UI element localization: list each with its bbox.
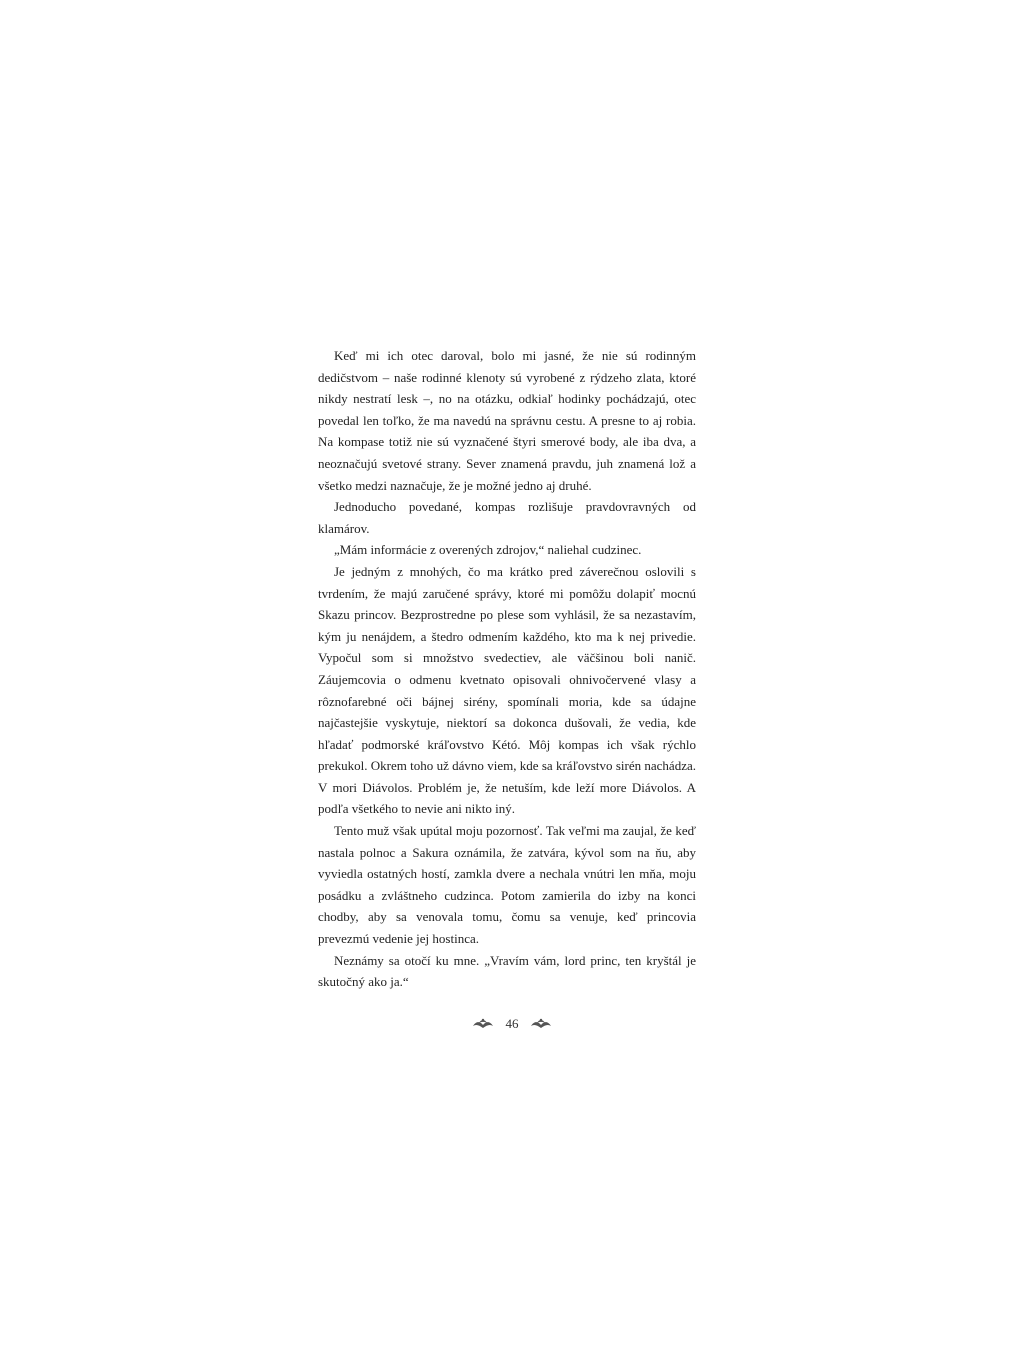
paragraph: Jednoducho povedané, kompas rozlišuje pravdovravných od klamárov. xyxy=(318,499,696,536)
paragraph: Neznámy sa otočí ku mne. „Vravím vám, lord princ, ten kryštál je skutočný ako ja.“ xyxy=(318,952,696,990)
paragraph: „Mám informácie z overených zdrojov,“ naliehal cudzinec. xyxy=(334,542,642,558)
fleuron-ornament-icon xyxy=(472,1017,494,1031)
page-number: 46 xyxy=(505,1016,519,1031)
paragraph: Tento muž však upútal moju pozornosť. Tak veľmi ma zaujal, že keď nastala polnoc a Sakura oznámila, že zatvára, kývol som na ňu, aby vyviedla ostatných hostí, zamkla dvere a nechala vnútri len mňa, moju posádku a zvláštneho cudzinca. Potom zamierila do izby na konci chodby, aby sa venovala tomu, čomu sa venuje, keď princovia prevezmú vedenie jej hostinca. xyxy=(318,823,696,947)
paragraph: Keď mi ich otec daroval, bolo mi jasné, že nie sú rodinným dedičstvom – naše rodinné klenoty sú vyrobené z rýdzeho zlata, ktoré nikdy nestratí lesk –, no na otázku, odkiaľ hodinky pochádzajú, otec povedal len toľko, že ma navedú na správnu cestu. A presne to aj robia. Na kompase totiž nie sú vyznačené štyri smerové body, ale iba dva, a neoznačujú svetové strany. Sever znamená pravdu, juh znamená lož a všetko medzi naznačuje, že je možné jedno aj druhé. xyxy=(318,348,696,493)
fleuron-ornament-icon xyxy=(530,1017,552,1031)
paragraph: Je jedným z mnohých, čo ma krátko pred záverečnou oslovili s tvrdením, že majú zaručené správy, ktoré mi pomôžu dolapiť mocnú Skazu princov. Bezprostredne po plese som vyhlásil, že sa nezastavím, kým ju nenájdem, a štedro odmením každého, kto ma k nej privedie. Vypočul som si množstvo svedectiev, ale väčšinou boli nanič. Záujemcovia o odmenu kvetnato opisovali ohnivočervené vlasy a rôznofarebné oči bájnej sirény, spomínali moria, kde sa údajne najčastejšie vyskytuje, niektorí sa dokonca dušovali, že vedia, kde hľadať podmorské kráľovstvo Kétó. Môj kompas ich však rýchlo prekukol. Okrem toho už dávno viem, kde sa kráľovstvo sirén nachádza. V mori Diávolos. Problém je, že netuším, kde leží more Diávolos. A podľa všetkého to nevie ani nikto iný. xyxy=(318,563,696,817)
body-text xyxy=(318,345,696,993)
page-footer xyxy=(0,1016,1024,1032)
